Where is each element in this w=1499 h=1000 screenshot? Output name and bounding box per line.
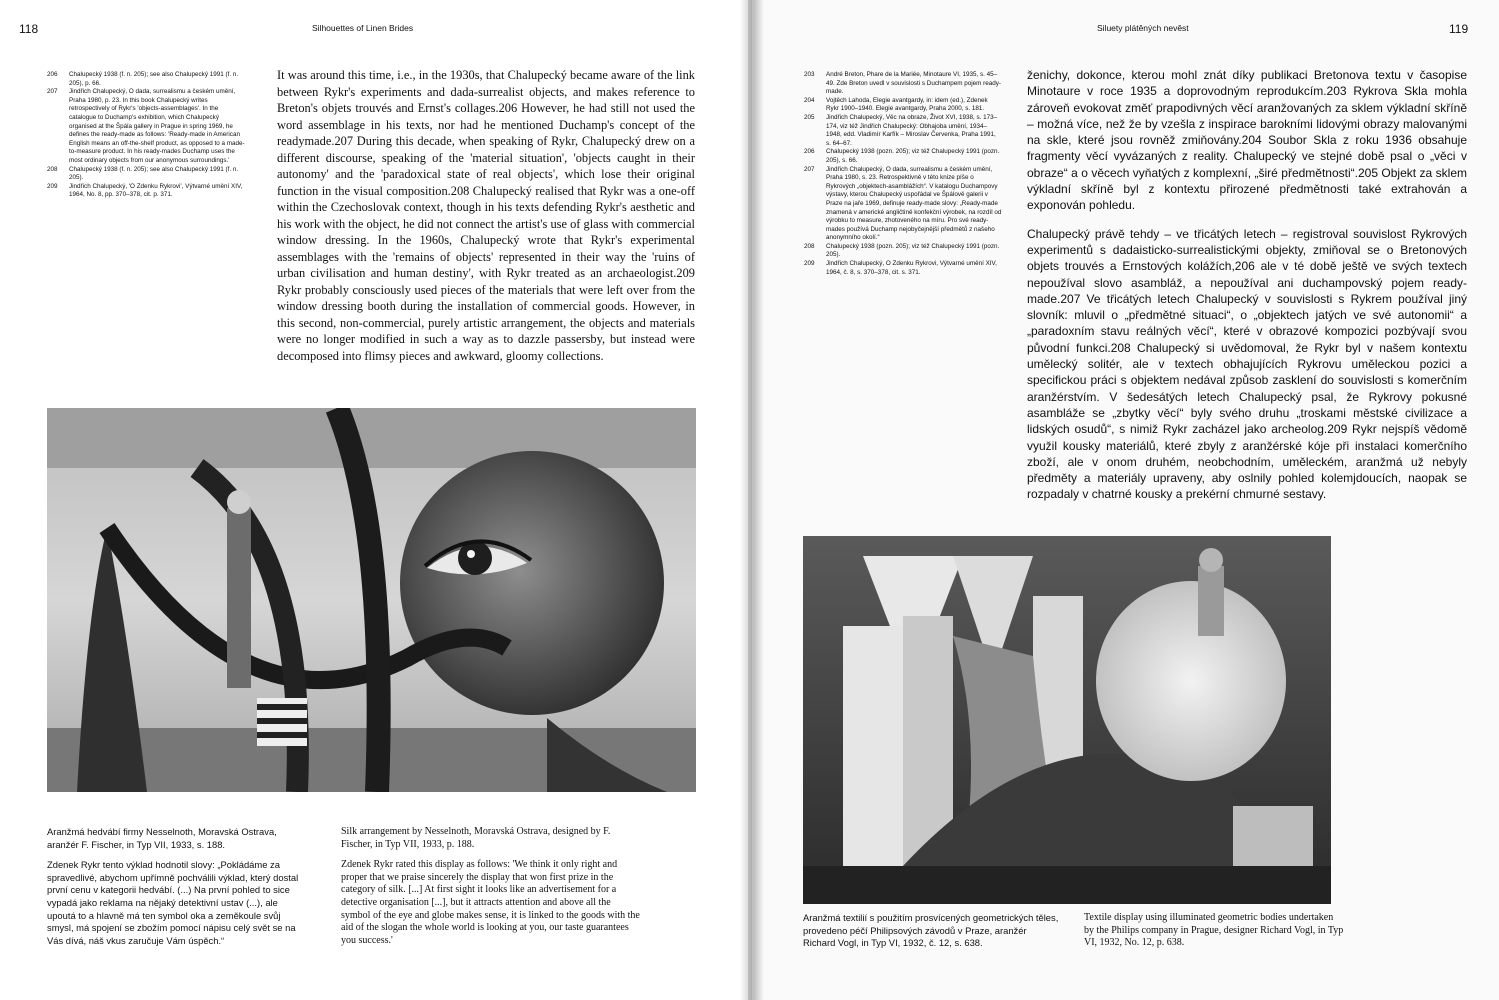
caption-czech: Aranžmá textilií s použitím prosvícených geometrických těles, provedeno péčí Philipsových závodů v Praze, aranžér Richard Vogl, in Typ VI, 1932, č. 12, s. 638. bbox=[803, 912, 1059, 949]
footnote: 208 Chalupecký 1938 (f. n. 205); see also Chalupecký 1991 (f. n. 205). bbox=[47, 165, 239, 182]
caption-quote: Zdenek Rykr rated this display as follows: 'We think it only right and proper that we praise sincerely the display that won first prize in the category of silk. [...] At first sight it looks like an advertisement for a detective organisation [...], but it attracts attention and above all the symbol of the eye and globe makes sense, it is linked to the goods with the aid of the slogan the whole world is looking at you, our taste guarantees you success.' bbox=[341, 859, 640, 946]
photo-silk-arrangement bbox=[47, 408, 696, 792]
running-head: Silhouettes of Linen Brides bbox=[312, 23, 414, 33]
caption-title: Aranžmá hedvábí firmy Nesselnoth, Moravská Ostrava, aranžér F. Fischer, in Typ VII, 1933, s. 188. bbox=[47, 826, 277, 850]
photo-textile-display bbox=[803, 536, 1331, 904]
body-text bbox=[1027, 67, 1467, 515]
right-page bbox=[752, 0, 1499, 1000]
footnotes bbox=[47, 71, 247, 200]
footnote: 207 Jindřich Chalupecký, O dada, surrealismu a českém umění, Praha 1980, p. 23. In this book Chalupecký writes retrospectively of Rykr's 'objects-assemblages'. In the catalogue to Duchamp's exhibition, which Chalupecký organised at the Špála gallery in Prague in spring 1969, he defines the ready-made as follows: 'Ready-made in American English means an off-the-shelf product, as opposed to a made-to-measure product. In his ready-mades Duchamp uses the most ordinary objects from our anonymous surroundings.' bbox=[47, 88, 245, 164]
body-paragraph: ženichy, dokonce, kterou mohl znát díky publikaci Bretonova textu v časopise Minotaure v roce 1935 a doprovodným reprodukcím.203 Rykrova Skla mohla zároveň evokovat změť prapodivných věcí aranžovaných za sklem výkladní skříně – možná více, než že by vzešla z inspirace barokními lidovými obrazy malovanými na skle, které jsou rovněž zmiňovány.204 Soubor Skla z roku 1936 obsahuje fragmenty věcí vyvázaných z reality. Chalupecký ve stejné době psal o „věci v obraze“ a o věcech vyňatých z komplexní, „širé předmětnosti“.205 Objekt za sklem výkladní skříně byl z kontextu přirozené předmětnosti také extrahován a exponován pohledu. bbox=[1027, 68, 1467, 213]
footnote: 207 Jindřich Chalupecký, O dada, surrealismu a českém umění, Praha 1980, s. 23. Retrospektivně v této knize píše o Rykrových „objektech-asamblážích“. V katalogu Duchampovy výstavy, kterou Chalupecký uspořádal ve Špálově galerii v Praze na jaře 1969, definuje ready-made slovy: „Ready-made znamená v americké angličtině konfekční výrobek, na rozdíl od výrobku to measure, zhotoveného na míru. Pro své ready-mades používá Duchamp nejobyčejnější předmětů z našeho anonymního okolí.“ bbox=[804, 165, 1002, 242]
footnote: 204 Vojtěch Lahoda, Elegie avantgardy, in: idem (ed.), Zdenek Rykr 1900–1940. Elegie avantgardy, Praha 2000, s. 181. bbox=[804, 96, 988, 113]
photo-silk-arrangement-image bbox=[47, 408, 696, 792]
left-page bbox=[0, 0, 748, 1000]
footnote: 203 André Breton, Phare de la Mariée, Minotaure VI, 1935, s. 45–49. Zde Breton uvedl v souvislosti s Duchampem pojem ready-made. bbox=[804, 71, 1001, 96]
body-text: It was around this time, i.e., in the 1930s, that Chalupecký became aware of the link between Rykr's experiments and dada-surrealist objects, and makes reference to Breton's objets trouvés and Ernst's collages.206 However, he had still not used the word assemblage in his texts, nor had he mentioned Duchamp's concept of the readymade.207 During this decade, when speaking of Rykr, Chalupecký drew on a different discourse, speaking of the 'material situation', 'objects caught in their autonomy' and the 'paradoxical state of real objects', which lose their original function in the visual composition.208 Chalupecký realised that Rykr was a one-off within the Czechoslovak context, though in his texts defending Rykr's aesthetic and his work with the object, he did not connect the artist's use of glass with commercial window dressing. In the 1960s, Chalupecký wrote that Rykr's experimental assemblages with the 'remains of objects' represented in their way the 'ruins of urban civilisation and human destiny', with Rykr treated as an archaeologist.209 Rykr probably consciously used pieces of the materials that were left over from the window dressing booth during the installation of commercial goods. However, in this second, non-commercial, purely artistic arrangement, the objects and materials were no longer modified in such a way as to dazzle passersby, but instead were decomposed into flimsy pieces and awkward, gloomy collections. bbox=[277, 68, 695, 363]
caption-english bbox=[341, 826, 641, 955]
page-number: 119 bbox=[1449, 22, 1469, 36]
running-head: Siluety plátěných nevěst bbox=[1097, 23, 1189, 33]
caption-title: Silk arrangement by Nesselnoth, Moravská Ostrava, designed by F. Fischer, in Typ VII, 1933, p. 188. bbox=[341, 826, 611, 850]
caption-quote: Zdenek Rykr tento výklad hodnotil slovy: „Pokládáme za spravedlivé, abychom upřímně pochválili výklad, který dostal první cenu v kategorii hedvábí. (...) Na první pohled to sice vypadá jako reklama na nějaký detektivní ustav (...), ale upoutá to a hlavně má ten symbol oka a zeměkoule svůj smysl, má spojení se zbožím pomocí nápisu celý svět se na Vás dívá, náš vkus zaručuje Vám úspěch.“ bbox=[47, 859, 299, 946]
caption-czech bbox=[47, 826, 305, 955]
caption-english: Textile display using illuminated geometric bodies undertaken by the Philips company in Prague, designer Richard Vogl, in Typ VI, 1932, No. 12, p. 638. bbox=[1084, 912, 1344, 949]
footnotes bbox=[804, 71, 1002, 277]
footnote: 206 Chalupecký 1938 (pozn. 205); viz též Chalupecký 1991 (pozn. 205), s. 66. bbox=[804, 148, 1000, 164]
page-number: 118 bbox=[19, 22, 39, 36]
footnote: 209 Jindřich Chalupecký, O Zdenku Rykrovi, Výtvarné umění XIV, 1964, č. 8, s. 370–378, cit. s. 371. bbox=[804, 260, 997, 276]
photo-textile-display-image bbox=[803, 536, 1331, 904]
footnote: 208 Chalupecký 1938 (pozn. 205); viz též Chalupecký 1991 (pozn. 205). bbox=[804, 242, 1000, 259]
footnote: 205 Jindřich Chalupecký, Věc na obraze, Život XVI, 1938, s. 173–174, viz též Jindřich Chalupecký: Obhajoba umění, 1934–1948, edd. Vladimír Karfík – Miroslav Červenka, Praha 1991, s. 64–67. bbox=[804, 113, 998, 147]
footnote: 206 Chalupecký 1938 (f. n. 205); see also Chalupecký 1991 (f. n. 205), p. 66. bbox=[47, 71, 239, 87]
body-paragraph: Chalupecký právě tehdy – ve třicátých letech – registroval souvislost Rykrových experimentů s dadaisticko-surrealistickými objekty, zmiňoval se o Bretonových objets trouvés a Ernstových kolážích,206 ale v té době ještě ve svých textech nepoužíval slovo asambláž, a nepoužíval ani duchampovský pojem ready-made.207 Ve třicátých letech Chalupecký v souvislosti s Rykrem používal jiný slovník: mluvil o „předmětné situaci“, o „objektech jatých ve své autonomii“ a „paradoxním stavu reálných věcí“, které v obrazové kompozici pozbývají svou původní funkci.208 Chalupecký si uvědomoval, že Rykr byl v našem kontextu umělecký solitér, ale v textech obhajujících Rykrovu uměleckou pozici a specifickou práci s objektem nedával způsob zasklení do souvislosti s komerčním aranžérstvím. V šedesátých letech Chalupecký psal, že Rykrovy pokusné asambláže se „zbytky věcí“ byly svého druhu „troskami městské civilizace a lidských osudů“, s nimiž Rykr zacházel jako archeolog.209 Rykr nejspíš vědomě využil kousky materiálů, které zbyly z aranžérské kóje při instalaci komerčního zboží, ale v onom druhém, neobchodním, uměleckém, aranžmá už nebyly předměty a materiály upraveny, aby oslnily pohled kolemjdoucích, naopak se rozpadaly v chatrné kousky a prekérní chmurné sestavy. bbox=[1027, 226, 1467, 502]
footnote: 209 Jindřich Chalupecký, 'O Zdenku Rykrovi', Výtvarné umění XIV, 1964, No. 8, pp. 370–378, cit. p. 371. bbox=[47, 182, 243, 199]
